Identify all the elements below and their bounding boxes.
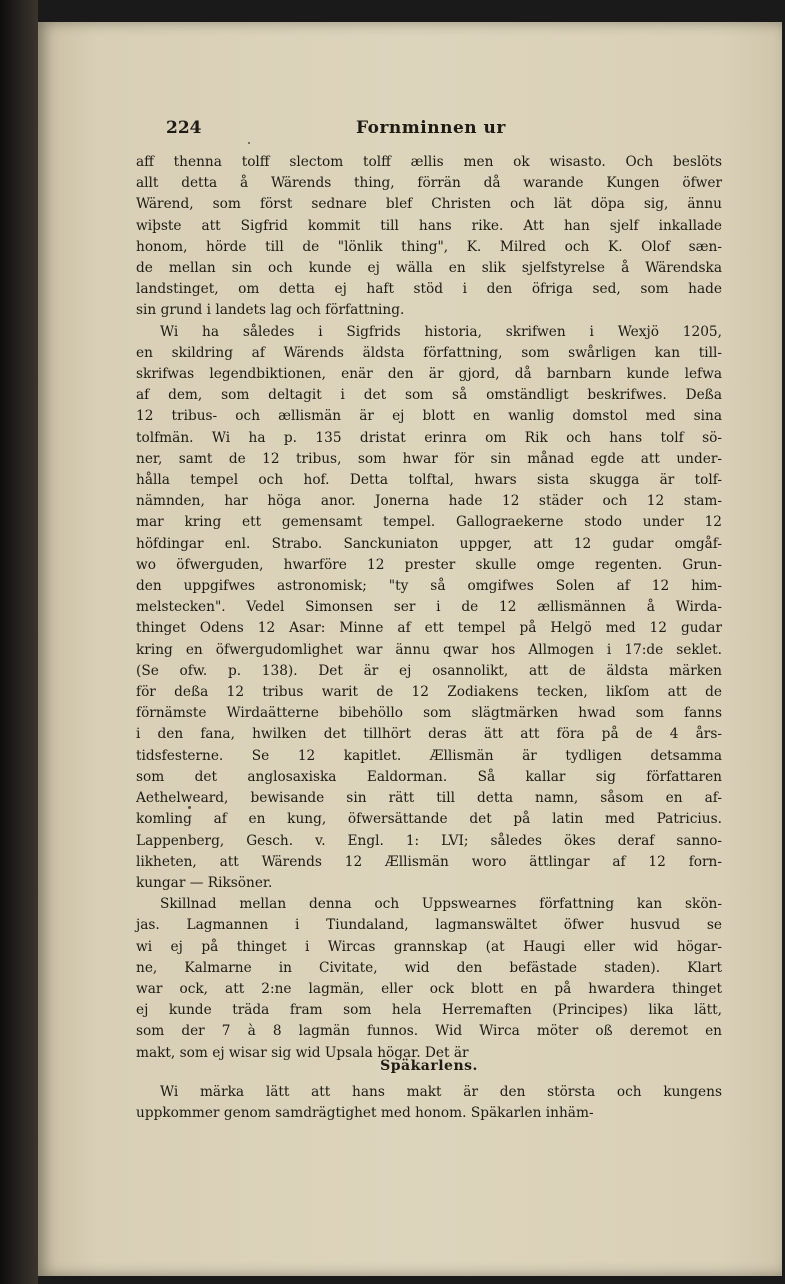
- text-line: som det anglosaxiska Ealdorman. Så kallar sig författaren: [136, 768, 722, 785]
- text-line: Lappenberg, Gesch. v. Engl. 1: LVI; således ökes deraf sanno-: [136, 832, 722, 849]
- paragraph-3: [136, 894, 722, 1064]
- text-line: war ock, att 2:ne lagmän, eller ock blott en på hwardera thinget: [136, 980, 722, 997]
- text-line: för deßa 12 tribus warit de 12 Zodiakens tecken, likſom att de: [136, 684, 722, 701]
- running-title: Fornminnen ur: [356, 118, 506, 138]
- text-line: makt, som ej wisar sig wid Upsala högar. Det är: [136, 1044, 469, 1061]
- text-line: af dem, som deltagit i det som så omständligt beskrifwes. Deßa: [136, 387, 722, 404]
- text-line: höfdingar enl. Strabo. Sanckuniaton uppger, att 12 gudar omgåf-: [136, 535, 722, 552]
- page-number: 224: [166, 118, 202, 138]
- text-line: ne, Kalmarne in Civitate, wid den befästade staden). Klart: [136, 959, 722, 976]
- text-line: ner, samt de 12 tribus, som hwar för sin månad egde att under-: [136, 450, 722, 467]
- text-line: wi ej på thinget i Wircas grannskap (at Haugi eller wid högar-: [136, 938, 722, 955]
- text-line: sin grund i landets lag och författning.: [136, 302, 405, 319]
- text-line: ej kunde träda fram som hela Herremaften (Principes) lika lätt,: [136, 1002, 722, 1019]
- text-line: den uppgifwes astronomisk; "ty så omgifwes Solen af 12 him-: [136, 578, 722, 595]
- text-line: skrifwas legendbiktionen, enär den är gjord, då barnbarn kunde lefwa: [136, 366, 722, 383]
- text-line: Wi märka lätt att hans makt är den största och kungens: [160, 1084, 722, 1100]
- text-line: jas. Lagmannen i Tiundaland, lagmanswältet öfwer husvud se: [136, 917, 722, 934]
- text-line: (Se ofw. p. 138). Det är ej osannolikt, att de äldsta märken: [136, 662, 722, 679]
- text-line: i den fana, hwilken det tillhört deras ätt att föra på de 4 års-: [136, 726, 722, 743]
- text-line: hålla tempel och hof. Detta tolftal, hwars sista skugga är tolf-: [136, 472, 722, 489]
- text-line: Aethelweard, bewisande sin rätt till detta namn, såsom en af-: [136, 790, 722, 807]
- text-line: wo öfwerguden, hwarföre 12 prester skulle omge regenten. Grun-: [136, 556, 722, 573]
- text-line: nämnden, har höga anor. Jonerna hade 12 städer och 12 stam-: [136, 493, 722, 510]
- text-line: likheten, att Wärends 12 Ællismän woro ättlingar af 12 forn-: [136, 853, 722, 870]
- section-text: [136, 1082, 722, 1124]
- text-line: kungar — Riksöner.: [136, 874, 273, 891]
- text-line: honom, hörde till de "lönlik thing", K. Milred och K. Olof sæn-: [136, 238, 722, 255]
- paper-speck: [188, 806, 191, 809]
- text-line: mar kring ett gemensamt tempel. Gallograekerne stodo under 12: [136, 514, 722, 531]
- text-line: melstecken". Vedel Simonsen ser i de 12 ællismännen å Wirda-: [136, 599, 722, 616]
- text-line: Skillnad mellan denna och Uppswearnes författning kan skön-: [160, 896, 722, 913]
- text-line: tidsfesterne. Se 12 kapitlet. Ællismän är tydligen detsamma: [136, 747, 722, 764]
- text-line: 12 tribus- och ællismän är ej blott en wanlig domstol med sina: [136, 408, 722, 425]
- text-line: thinget Odens 12 Asar: Minne af ett tempel på Helgö med 12 gudar: [136, 620, 722, 637]
- paper-speck: [248, 142, 250, 144]
- paragraph-1: [136, 152, 722, 322]
- book-spine: [0, 0, 38, 1284]
- text-line: landstinget, om detta ej haft stöd i den öfriga sed, som hade: [136, 281, 722, 298]
- text-line: som der 7 à 8 lagmän funnos. Wid Wirca möter oß deremot en: [136, 1023, 722, 1040]
- text-line: de mellan sin och kunde ej wälla en slik sjelfstyrelse å Wärendska: [136, 260, 722, 277]
- text-line: komling af en kung, öfwersättande det på latin med Patricius.: [136, 811, 722, 828]
- text-line: wiþste att Sigfrid kommit till hans rike. Att han sjelf inkallade: [136, 217, 722, 234]
- text-line: kring en öfwergudomlighet war ännu qwar hos Allmogen i 17:de seklet.: [136, 641, 722, 658]
- main-text: [136, 152, 722, 1064]
- paragraph-4: [136, 1082, 722, 1124]
- section-heading: Späkarlens.: [380, 1058, 478, 1074]
- text-line: förnämste Wirdaätterne bibehöllo som slägtmärken hwad som fanns: [136, 705, 722, 722]
- paragraph-2: [136, 322, 722, 894]
- text-line: aff thenna tolff slectom tolff ællis men ok wisasto. Och beslöts: [136, 154, 722, 170]
- text-line: Wi ha således i Sigfrids historia, skrifwen i Wexjö 1205,: [160, 323, 722, 340]
- text-line: uppkommer genom samdrägtighet med honom. Späkarlen inhäm-: [136, 1105, 594, 1122]
- page-header: [166, 118, 686, 142]
- text-line: allt detta å Wärends thing, förrän då warande Kungen öfwer: [136, 175, 722, 192]
- text-line: Wärend, som först sednare blef Christen och lät döpa sig, ännu: [136, 196, 722, 213]
- text-line: tolfmän. Wi ha p. 135 dristat erinra om Rik och hans tolf sö-: [136, 429, 722, 446]
- text-line: en skildring af Wärends äldsta författning, som swårligen kan till-: [136, 344, 722, 361]
